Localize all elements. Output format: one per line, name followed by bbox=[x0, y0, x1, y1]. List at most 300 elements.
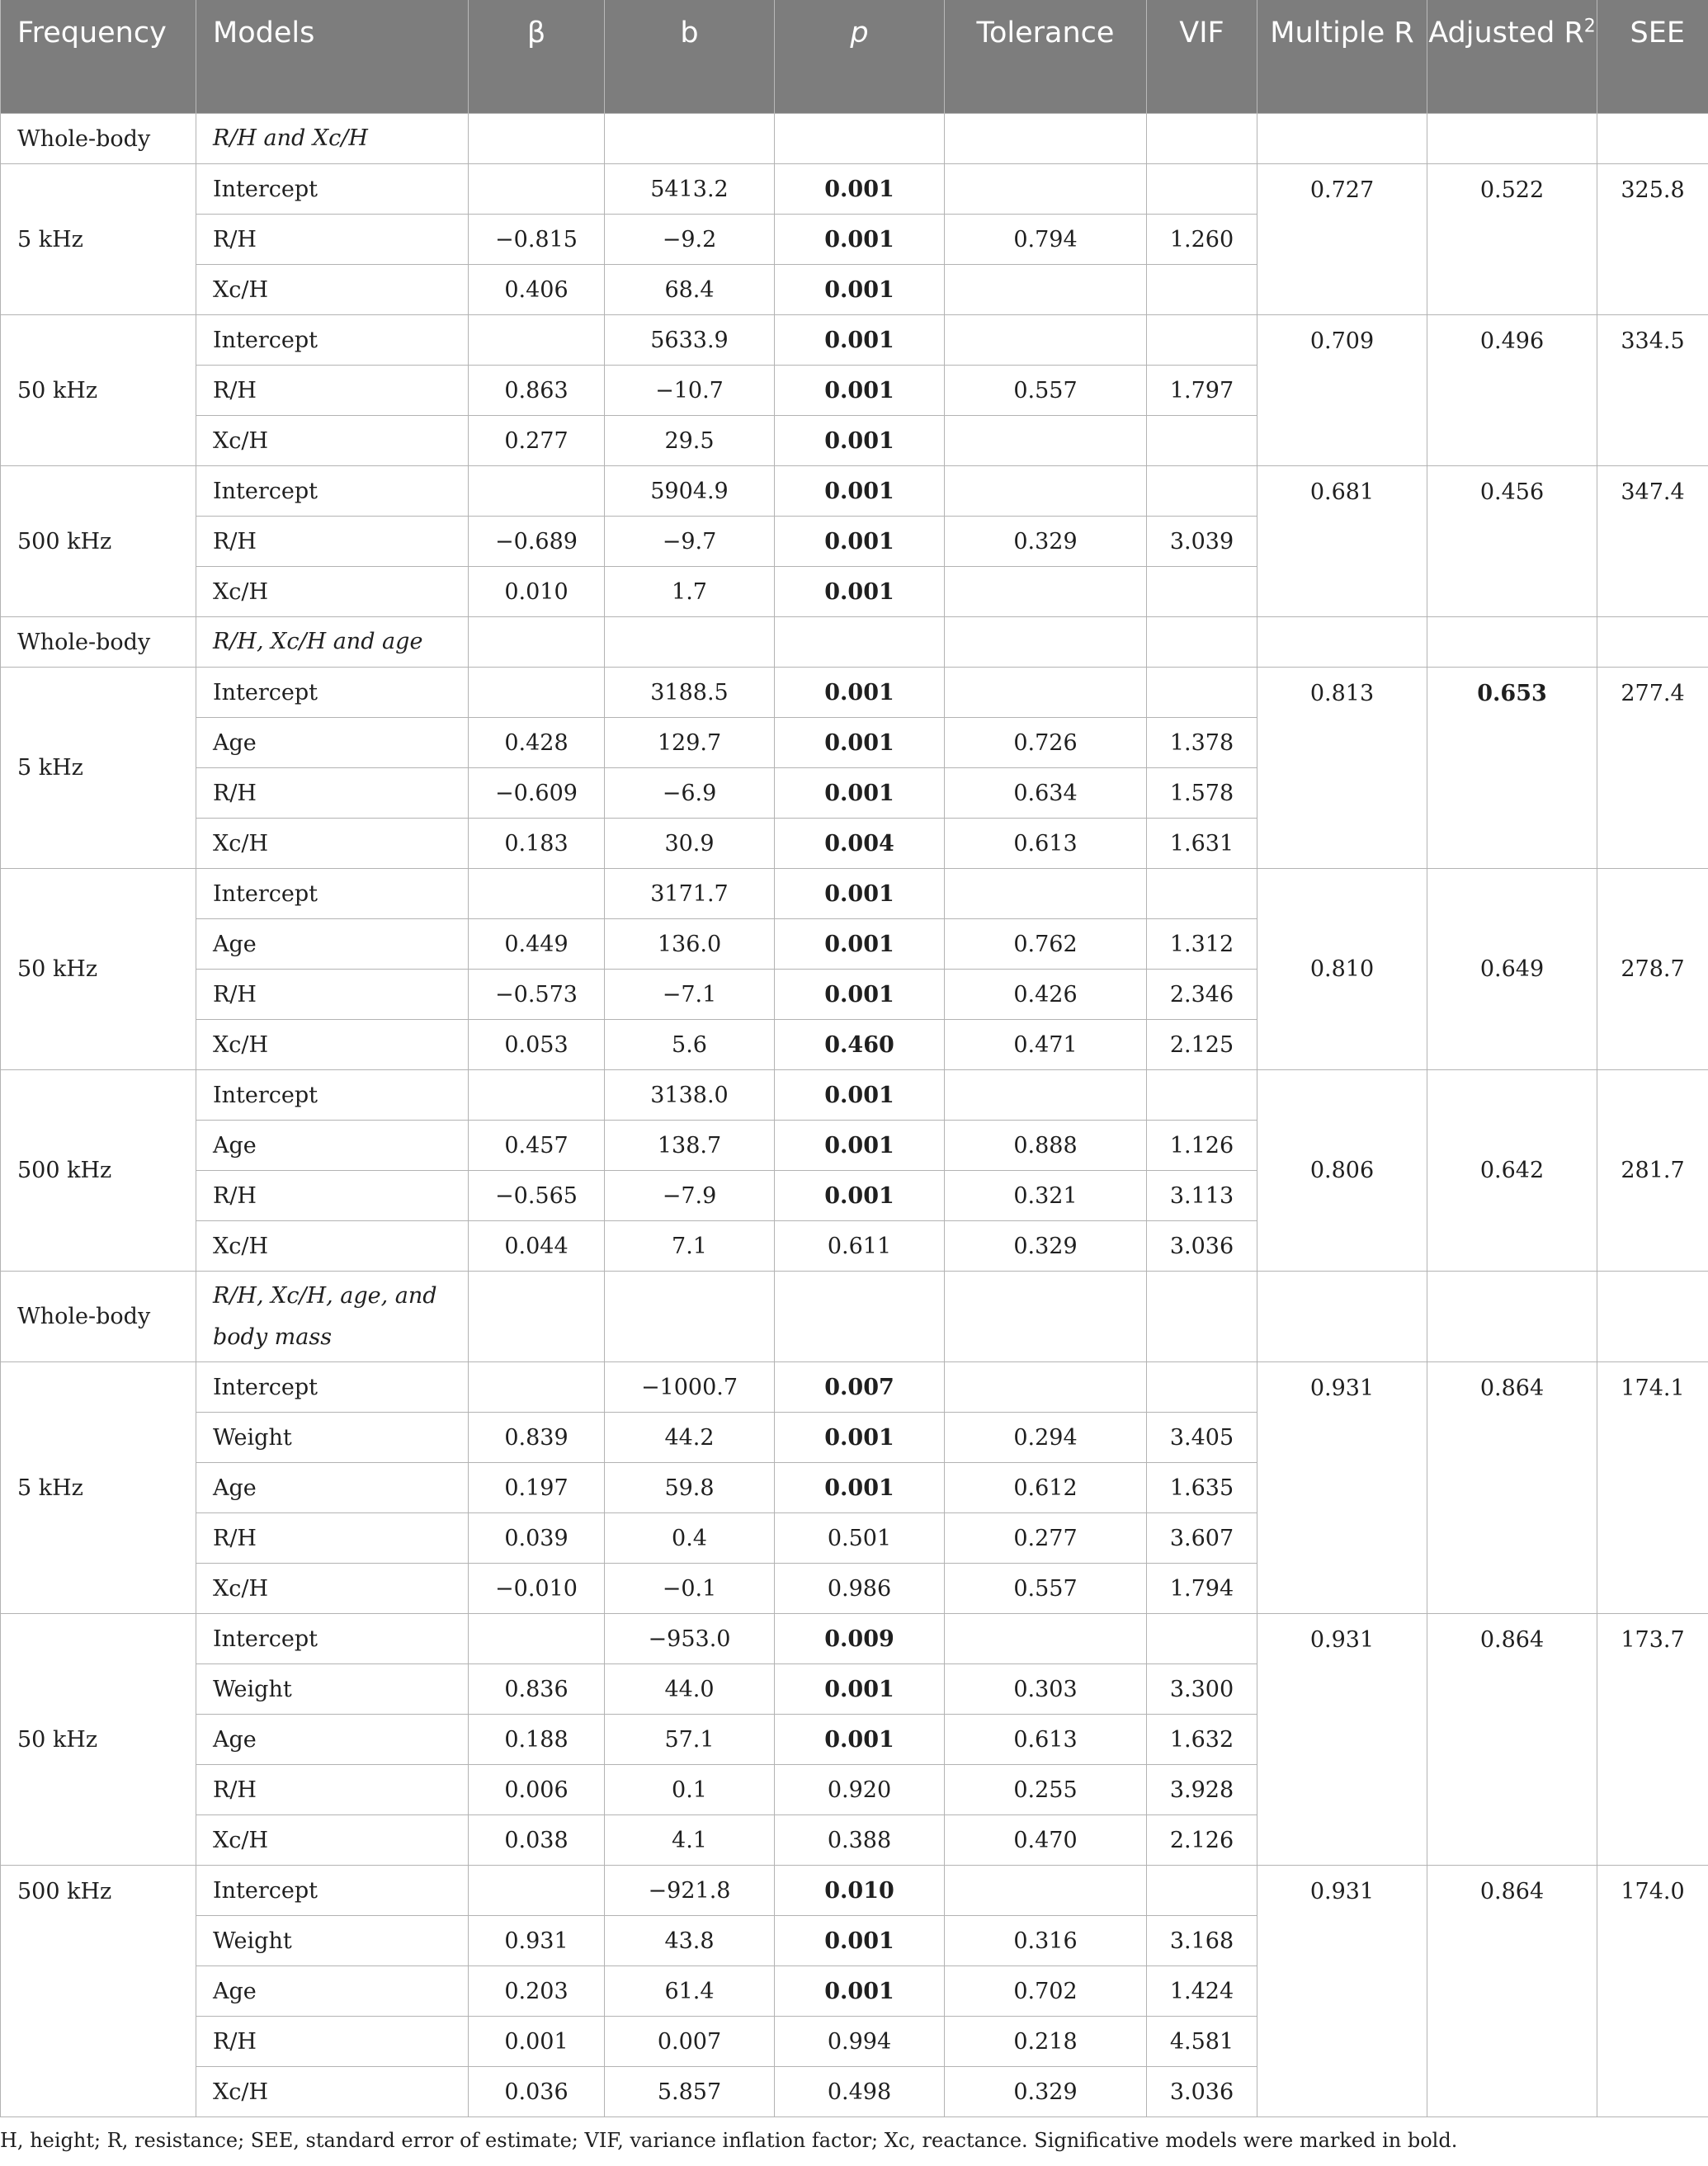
vif-cell: 1.632 bbox=[1147, 1715, 1257, 1765]
model-term: Xc/H bbox=[196, 416, 469, 466]
p-cell: 0.001 bbox=[775, 265, 945, 315]
beta-cell: 0.044 bbox=[469, 1221, 605, 1272]
frequency-cell: 5 kHz bbox=[1, 164, 196, 315]
vif-cell: 3.039 bbox=[1147, 517, 1257, 567]
p-cell: 0.001 bbox=[775, 668, 945, 718]
b-cell: 30.9 bbox=[605, 819, 775, 869]
adjusted-r2-cell: 0.864 bbox=[1427, 1614, 1597, 1866]
section-label: Whole-body bbox=[1, 1272, 196, 1362]
beta-cell: 0.183 bbox=[469, 819, 605, 869]
multiple-r-cell: 0.931 bbox=[1257, 1614, 1427, 1866]
p-cell: 0.994 bbox=[775, 2017, 945, 2067]
model-term: Xc/H bbox=[196, 1815, 469, 1866]
beta-cell bbox=[469, 315, 605, 366]
model-term: Xc/H bbox=[196, 1564, 469, 1614]
adjusted-r2-cell: 0.642 bbox=[1427, 1070, 1597, 1272]
b-cell: −9.7 bbox=[605, 517, 775, 567]
b-cell: 136.0 bbox=[605, 919, 775, 970]
model-term: Intercept bbox=[196, 1070, 469, 1121]
table-row bbox=[1, 315, 1708, 366]
model-term: Weight bbox=[196, 1916, 469, 1966]
section-header-row bbox=[1, 617, 1708, 668]
vif-cell: 3.036 bbox=[1147, 2067, 1257, 2117]
frequency-cell: 500 kHz bbox=[1, 1866, 196, 2117]
frequency-cell: 500 kHz bbox=[1, 1070, 196, 1272]
vif-cell: 3.113 bbox=[1147, 1171, 1257, 1221]
model-term: Age bbox=[196, 1463, 469, 1513]
vif-cell bbox=[1147, 668, 1257, 718]
beta-cell bbox=[469, 1866, 605, 1916]
table-row bbox=[1, 668, 1708, 718]
frequency-cell: 500 kHz bbox=[1, 466, 196, 617]
beta-cell bbox=[469, 869, 605, 919]
tolerance-cell: 0.762 bbox=[945, 919, 1147, 970]
b-cell: 5633.9 bbox=[605, 315, 775, 366]
multiple-r-cell: 0.813 bbox=[1257, 668, 1427, 869]
vif-cell: 1.260 bbox=[1147, 215, 1257, 265]
model-term: Xc/H bbox=[196, 819, 469, 869]
beta-cell: 0.457 bbox=[469, 1121, 605, 1171]
header-vif: VIF bbox=[1147, 0, 1257, 114]
vif-cell bbox=[1147, 466, 1257, 517]
b-cell: 3138.0 bbox=[605, 1070, 775, 1121]
header-frequency: Frequency bbox=[1, 0, 196, 114]
p-cell: 0.388 bbox=[775, 1815, 945, 1866]
p-cell: 0.001 bbox=[775, 567, 945, 617]
vif-cell: 1.424 bbox=[1147, 1966, 1257, 2017]
model-term: R/H bbox=[196, 1513, 469, 1564]
tolerance-cell: 0.557 bbox=[945, 1564, 1147, 1614]
beta-cell: −0.815 bbox=[469, 215, 605, 265]
section-label: Whole-body bbox=[1, 114, 196, 164]
vif-cell bbox=[1147, 1614, 1257, 1664]
vif-cell bbox=[1147, 869, 1257, 919]
empty-cell bbox=[1427, 617, 1597, 668]
tolerance-cell: 0.888 bbox=[945, 1121, 1147, 1171]
vif-cell: 3.607 bbox=[1147, 1513, 1257, 1564]
p-cell: 0.001 bbox=[775, 1171, 945, 1221]
header-beta: β bbox=[469, 0, 605, 114]
p-cell: 0.007 bbox=[775, 1362, 945, 1413]
beta-cell: 0.428 bbox=[469, 718, 605, 768]
empty-cell bbox=[945, 114, 1147, 164]
beta-cell: 0.197 bbox=[469, 1463, 605, 1513]
model-term: Intercept bbox=[196, 668, 469, 718]
vif-cell bbox=[1147, 164, 1257, 215]
b-cell: 44.0 bbox=[605, 1664, 775, 1715]
see-cell: 281.7 bbox=[1597, 1070, 1708, 1272]
beta-cell: 0.931 bbox=[469, 1916, 605, 1966]
table-body bbox=[1, 114, 1708, 2117]
b-cell: −10.7 bbox=[605, 366, 775, 416]
tolerance-cell: 0.471 bbox=[945, 1020, 1147, 1070]
empty-cell bbox=[605, 114, 775, 164]
empty-cell bbox=[775, 114, 945, 164]
table-row bbox=[1, 466, 1708, 517]
tolerance-cell: 0.613 bbox=[945, 1715, 1147, 1765]
adjusted-r2-cell: 0.864 bbox=[1427, 1866, 1597, 2117]
tolerance-cell: 0.329 bbox=[945, 2067, 1147, 2117]
multiple-r-cell: 0.931 bbox=[1257, 1866, 1427, 2117]
tolerance-cell bbox=[945, 1866, 1147, 1916]
tolerance-cell: 0.218 bbox=[945, 2017, 1147, 2067]
tolerance-cell bbox=[945, 668, 1147, 718]
tolerance-cell: 0.316 bbox=[945, 1916, 1147, 1966]
p-cell: 0.001 bbox=[775, 517, 945, 567]
multiple-r-cell: 0.709 bbox=[1257, 315, 1427, 466]
p-cell: 0.001 bbox=[775, 1413, 945, 1463]
tolerance-cell bbox=[945, 315, 1147, 366]
vif-cell: 1.794 bbox=[1147, 1564, 1257, 1614]
vif-cell: 2.126 bbox=[1147, 1815, 1257, 1866]
model-term: R/H bbox=[196, 768, 469, 819]
b-cell: 43.8 bbox=[605, 1916, 775, 1966]
multiple-r-cell: 0.727 bbox=[1257, 164, 1427, 315]
multiple-r-cell: 0.681 bbox=[1257, 466, 1427, 617]
see-cell: 174.1 bbox=[1597, 1362, 1708, 1614]
table-row bbox=[1, 164, 1708, 215]
p-cell: 0.920 bbox=[775, 1765, 945, 1815]
model-term: Intercept bbox=[196, 1362, 469, 1413]
section-model-set: R/H and Xc/H bbox=[196, 114, 469, 164]
beta-cell: −0.689 bbox=[469, 517, 605, 567]
table-row bbox=[1, 1866, 1708, 1916]
empty-cell bbox=[775, 1272, 945, 1362]
b-cell: 0.1 bbox=[605, 1765, 775, 1815]
b-cell: 3188.5 bbox=[605, 668, 775, 718]
empty-cell bbox=[1147, 1272, 1257, 1362]
b-cell: 3171.7 bbox=[605, 869, 775, 919]
beta-cell bbox=[469, 1614, 605, 1664]
header-tolerance: Tolerance bbox=[945, 0, 1147, 114]
b-cell: 0.4 bbox=[605, 1513, 775, 1564]
table-row bbox=[1, 1614, 1708, 1664]
empty-cell bbox=[945, 1272, 1147, 1362]
table-row bbox=[1, 1362, 1708, 1413]
header-see: SEE bbox=[1597, 0, 1708, 114]
see-cell: 277.4 bbox=[1597, 668, 1708, 869]
b-cell: 4.1 bbox=[605, 1815, 775, 1866]
p-cell: 0.986 bbox=[775, 1564, 945, 1614]
tolerance-cell bbox=[945, 164, 1147, 215]
p-cell: 0.001 bbox=[775, 315, 945, 366]
multiple-r-cell: 0.810 bbox=[1257, 869, 1427, 1070]
model-term: R/H bbox=[196, 1171, 469, 1221]
beta-cell: 0.406 bbox=[469, 265, 605, 315]
model-term: Intercept bbox=[196, 1866, 469, 1916]
tolerance-cell bbox=[945, 869, 1147, 919]
b-cell: 5413.2 bbox=[605, 164, 775, 215]
b-cell: 68.4 bbox=[605, 265, 775, 315]
empty-cell bbox=[1597, 114, 1708, 164]
model-term: R/H bbox=[196, 2017, 469, 2067]
beta-cell: 0.836 bbox=[469, 1664, 605, 1715]
vif-cell bbox=[1147, 1362, 1257, 1413]
tolerance-cell bbox=[945, 265, 1147, 315]
model-term: Xc/H bbox=[196, 567, 469, 617]
empty-cell bbox=[1597, 1272, 1708, 1362]
adjusted-r2-cell: 0.649 bbox=[1427, 869, 1597, 1070]
header-models: Models bbox=[196, 0, 469, 114]
vif-cell: 1.578 bbox=[1147, 768, 1257, 819]
tolerance-cell: 0.557 bbox=[945, 366, 1147, 416]
p-cell: 0.001 bbox=[775, 1070, 945, 1121]
beta-cell bbox=[469, 1070, 605, 1121]
b-cell: 57.1 bbox=[605, 1715, 775, 1765]
p-cell: 0.001 bbox=[775, 366, 945, 416]
b-cell: −921.8 bbox=[605, 1866, 775, 1916]
tolerance-cell bbox=[945, 1614, 1147, 1664]
tolerance-cell: 0.321 bbox=[945, 1171, 1147, 1221]
section-header-row bbox=[1, 1272, 1708, 1362]
beta-cell: 0.449 bbox=[469, 919, 605, 970]
tolerance-cell: 0.470 bbox=[945, 1815, 1147, 1866]
see-cell: 347.4 bbox=[1597, 466, 1708, 617]
adjusted-r2-cell: 0.522 bbox=[1427, 164, 1597, 315]
beta-cell: −0.010 bbox=[469, 1564, 605, 1614]
see-cell: 174.0 bbox=[1597, 1866, 1708, 2117]
model-term: Age bbox=[196, 1715, 469, 1765]
vif-cell: 3.036 bbox=[1147, 1221, 1257, 1272]
b-cell: 5904.9 bbox=[605, 466, 775, 517]
empty-cell bbox=[775, 617, 945, 668]
model-term: Age bbox=[196, 1966, 469, 2017]
beta-cell bbox=[469, 466, 605, 517]
beta-cell: −0.573 bbox=[469, 970, 605, 1020]
see-cell: 334.5 bbox=[1597, 315, 1708, 466]
model-term: Age bbox=[196, 919, 469, 970]
vif-cell: 1.312 bbox=[1147, 919, 1257, 970]
adjusted-r2-cell: 0.864 bbox=[1427, 1362, 1597, 1614]
frequency-cell: 5 kHz bbox=[1, 1362, 196, 1614]
b-cell: 1.7 bbox=[605, 567, 775, 617]
b-cell: 0.007 bbox=[605, 2017, 775, 2067]
b-cell: 59.8 bbox=[605, 1463, 775, 1513]
beta-cell bbox=[469, 1362, 605, 1413]
section-model-set: R/H, Xc/H, age, and body mass bbox=[196, 1272, 469, 1362]
model-term: Age bbox=[196, 718, 469, 768]
empty-cell bbox=[469, 617, 605, 668]
model-term: Xc/H bbox=[196, 1020, 469, 1070]
empty-cell bbox=[1147, 114, 1257, 164]
vif-cell bbox=[1147, 265, 1257, 315]
model-term: R/H bbox=[196, 366, 469, 416]
model-term: R/H bbox=[196, 215, 469, 265]
beta-cell: 0.039 bbox=[469, 1513, 605, 1564]
multiple-r-cell: 0.931 bbox=[1257, 1362, 1427, 1614]
model-term: Xc/H bbox=[196, 1221, 469, 1272]
tolerance-cell: 0.277 bbox=[945, 1513, 1147, 1564]
empty-cell bbox=[1257, 1272, 1427, 1362]
header-p: p bbox=[775, 0, 945, 114]
b-cell: 61.4 bbox=[605, 1966, 775, 2017]
tolerance-cell: 0.794 bbox=[945, 215, 1147, 265]
p-cell: 0.001 bbox=[775, 1463, 945, 1513]
tolerance-cell bbox=[945, 1362, 1147, 1413]
beta-cell: 0.038 bbox=[469, 1815, 605, 1866]
vif-cell: 2.125 bbox=[1147, 1020, 1257, 1070]
header-adjusted-r2: Adjusted $R^2$ bbox=[1427, 0, 1597, 114]
table-footnote: H, height; R, resistance; SEE, standard error of estimate; VIF, variance inflation factor; Xc, reactance. Significative models were marked in bold. bbox=[0, 2129, 1458, 2152]
tolerance-cell: 0.426 bbox=[945, 970, 1147, 1020]
adjusted-r2-cell: 0.653 bbox=[1427, 668, 1597, 869]
beta-cell: 0.036 bbox=[469, 2067, 605, 2117]
model-term: Intercept bbox=[196, 315, 469, 366]
table-row bbox=[1, 1070, 1708, 1121]
tolerance-cell bbox=[945, 416, 1147, 466]
model-term: R/H bbox=[196, 517, 469, 567]
header-row bbox=[1, 0, 1708, 114]
frequency-cell: 50 kHz bbox=[1, 1614, 196, 1866]
empty-cell bbox=[1257, 114, 1427, 164]
tolerance-cell: 0.726 bbox=[945, 718, 1147, 768]
tolerance-cell bbox=[945, 1070, 1147, 1121]
p-cell: 0.001 bbox=[775, 466, 945, 517]
b-cell: −1000.7 bbox=[605, 1362, 775, 1413]
beta-cell: 0.277 bbox=[469, 416, 605, 466]
vif-cell: 1.631 bbox=[1147, 819, 1257, 869]
empty-cell bbox=[605, 617, 775, 668]
p-cell: 0.001 bbox=[775, 919, 945, 970]
see-cell: 325.8 bbox=[1597, 164, 1708, 315]
vif-cell bbox=[1147, 1866, 1257, 1916]
vif-cell: 3.168 bbox=[1147, 1916, 1257, 1966]
beta-cell: 0.203 bbox=[469, 1966, 605, 2017]
tolerance-cell bbox=[945, 567, 1147, 617]
model-term: R/H bbox=[196, 1765, 469, 1815]
frequency-cell: 50 kHz bbox=[1, 315, 196, 466]
empty-cell bbox=[605, 1272, 775, 1362]
beta-cell: 0.010 bbox=[469, 567, 605, 617]
adjusted-r2-cell: 0.456 bbox=[1427, 466, 1597, 617]
empty-cell bbox=[945, 617, 1147, 668]
b-cell: −6.9 bbox=[605, 768, 775, 819]
p-cell: 0.009 bbox=[775, 1614, 945, 1664]
tolerance-cell: 0.329 bbox=[945, 1221, 1147, 1272]
p-cell: 0.001 bbox=[775, 1121, 945, 1171]
p-cell: 0.001 bbox=[775, 718, 945, 768]
b-cell: −0.1 bbox=[605, 1564, 775, 1614]
empty-cell bbox=[1597, 617, 1708, 668]
vif-cell: 3.405 bbox=[1147, 1413, 1257, 1463]
vif-cell: 1.378 bbox=[1147, 718, 1257, 768]
tolerance-cell bbox=[945, 466, 1147, 517]
b-cell: 44.2 bbox=[605, 1413, 775, 1463]
model-term: Weight bbox=[196, 1664, 469, 1715]
empty-cell bbox=[1147, 617, 1257, 668]
beta-cell: −0.565 bbox=[469, 1171, 605, 1221]
header-b: b bbox=[605, 0, 775, 114]
p-cell: 0.001 bbox=[775, 1715, 945, 1765]
vif-cell bbox=[1147, 416, 1257, 466]
p-cell: 0.001 bbox=[775, 1916, 945, 1966]
vif-cell bbox=[1147, 1070, 1257, 1121]
model-term: Xc/H bbox=[196, 2067, 469, 2117]
p-cell: 0.001 bbox=[775, 1966, 945, 2017]
vif-cell: 1.635 bbox=[1147, 1463, 1257, 1513]
tolerance-cell: 0.612 bbox=[945, 1463, 1147, 1513]
tolerance-cell: 0.329 bbox=[945, 517, 1147, 567]
b-cell: 5.6 bbox=[605, 1020, 775, 1070]
tolerance-cell: 0.702 bbox=[945, 1966, 1147, 2017]
header-multiple-r: Multiple R bbox=[1257, 0, 1427, 114]
p-cell: 0.460 bbox=[775, 1020, 945, 1070]
b-cell: −953.0 bbox=[605, 1614, 775, 1664]
p-cell: 0.611 bbox=[775, 1221, 945, 1272]
beta-cell: −0.609 bbox=[469, 768, 605, 819]
vif-cell: 3.928 bbox=[1147, 1765, 1257, 1815]
beta-cell: 0.001 bbox=[469, 2017, 605, 2067]
model-term: Weight bbox=[196, 1413, 469, 1463]
adjusted-r2-cell: 0.496 bbox=[1427, 315, 1597, 466]
b-cell: −7.9 bbox=[605, 1171, 775, 1221]
vif-cell: 3.300 bbox=[1147, 1664, 1257, 1715]
empty-cell bbox=[1427, 1272, 1597, 1362]
p-cell: 0.001 bbox=[775, 869, 945, 919]
empty-cell bbox=[469, 114, 605, 164]
multiple-r-cell: 0.806 bbox=[1257, 1070, 1427, 1272]
model-term: Intercept bbox=[196, 164, 469, 215]
vif-cell bbox=[1147, 315, 1257, 366]
model-term: R/H bbox=[196, 970, 469, 1020]
table-row bbox=[1, 869, 1708, 919]
beta-cell: 0.863 bbox=[469, 366, 605, 416]
p-cell: 0.010 bbox=[775, 1866, 945, 1916]
tolerance-cell: 0.303 bbox=[945, 1664, 1147, 1715]
tolerance-cell: 0.255 bbox=[945, 1765, 1147, 1815]
see-cell: 278.7 bbox=[1597, 869, 1708, 1070]
empty-cell bbox=[469, 1272, 605, 1362]
b-cell: 5.857 bbox=[605, 2067, 775, 2117]
empty-cell bbox=[1427, 114, 1597, 164]
frequency-cell: 5 kHz bbox=[1, 668, 196, 869]
b-cell: −7.1 bbox=[605, 970, 775, 1020]
frequency-cell: 50 kHz bbox=[1, 869, 196, 1070]
p-cell: 0.501 bbox=[775, 1513, 945, 1564]
section-label: Whole-body bbox=[1, 617, 196, 668]
model-term: Age bbox=[196, 1121, 469, 1171]
tolerance-cell: 0.634 bbox=[945, 768, 1147, 819]
beta-cell bbox=[469, 164, 605, 215]
vif-cell: 2.346 bbox=[1147, 970, 1257, 1020]
vif-cell: 1.797 bbox=[1147, 366, 1257, 416]
b-cell: −9.2 bbox=[605, 215, 775, 265]
p-cell: 0.001 bbox=[775, 215, 945, 265]
model-term: Xc/H bbox=[196, 265, 469, 315]
vif-cell: 4.581 bbox=[1147, 2017, 1257, 2067]
model-term: Intercept bbox=[196, 869, 469, 919]
tolerance-cell: 0.613 bbox=[945, 819, 1147, 869]
p-cell: 0.001 bbox=[775, 1664, 945, 1715]
beta-cell: 0.188 bbox=[469, 1715, 605, 1765]
beta-cell bbox=[469, 668, 605, 718]
b-cell: 138.7 bbox=[605, 1121, 775, 1171]
p-cell: 0.001 bbox=[775, 164, 945, 215]
beta-cell: 0.006 bbox=[469, 1765, 605, 1815]
b-cell: 7.1 bbox=[605, 1221, 775, 1272]
empty-cell bbox=[1257, 617, 1427, 668]
p-cell: 0.004 bbox=[775, 819, 945, 869]
model-term: Intercept bbox=[196, 1614, 469, 1664]
see-cell: 173.7 bbox=[1597, 1614, 1708, 1866]
model-term: Intercept bbox=[196, 466, 469, 517]
vif-cell bbox=[1147, 567, 1257, 617]
b-cell: 29.5 bbox=[605, 416, 775, 466]
section-model-set: R/H, Xc/H and age bbox=[196, 617, 469, 668]
p-cell: 0.001 bbox=[775, 768, 945, 819]
vif-cell: 1.126 bbox=[1147, 1121, 1257, 1171]
p-cell: 0.001 bbox=[775, 416, 945, 466]
